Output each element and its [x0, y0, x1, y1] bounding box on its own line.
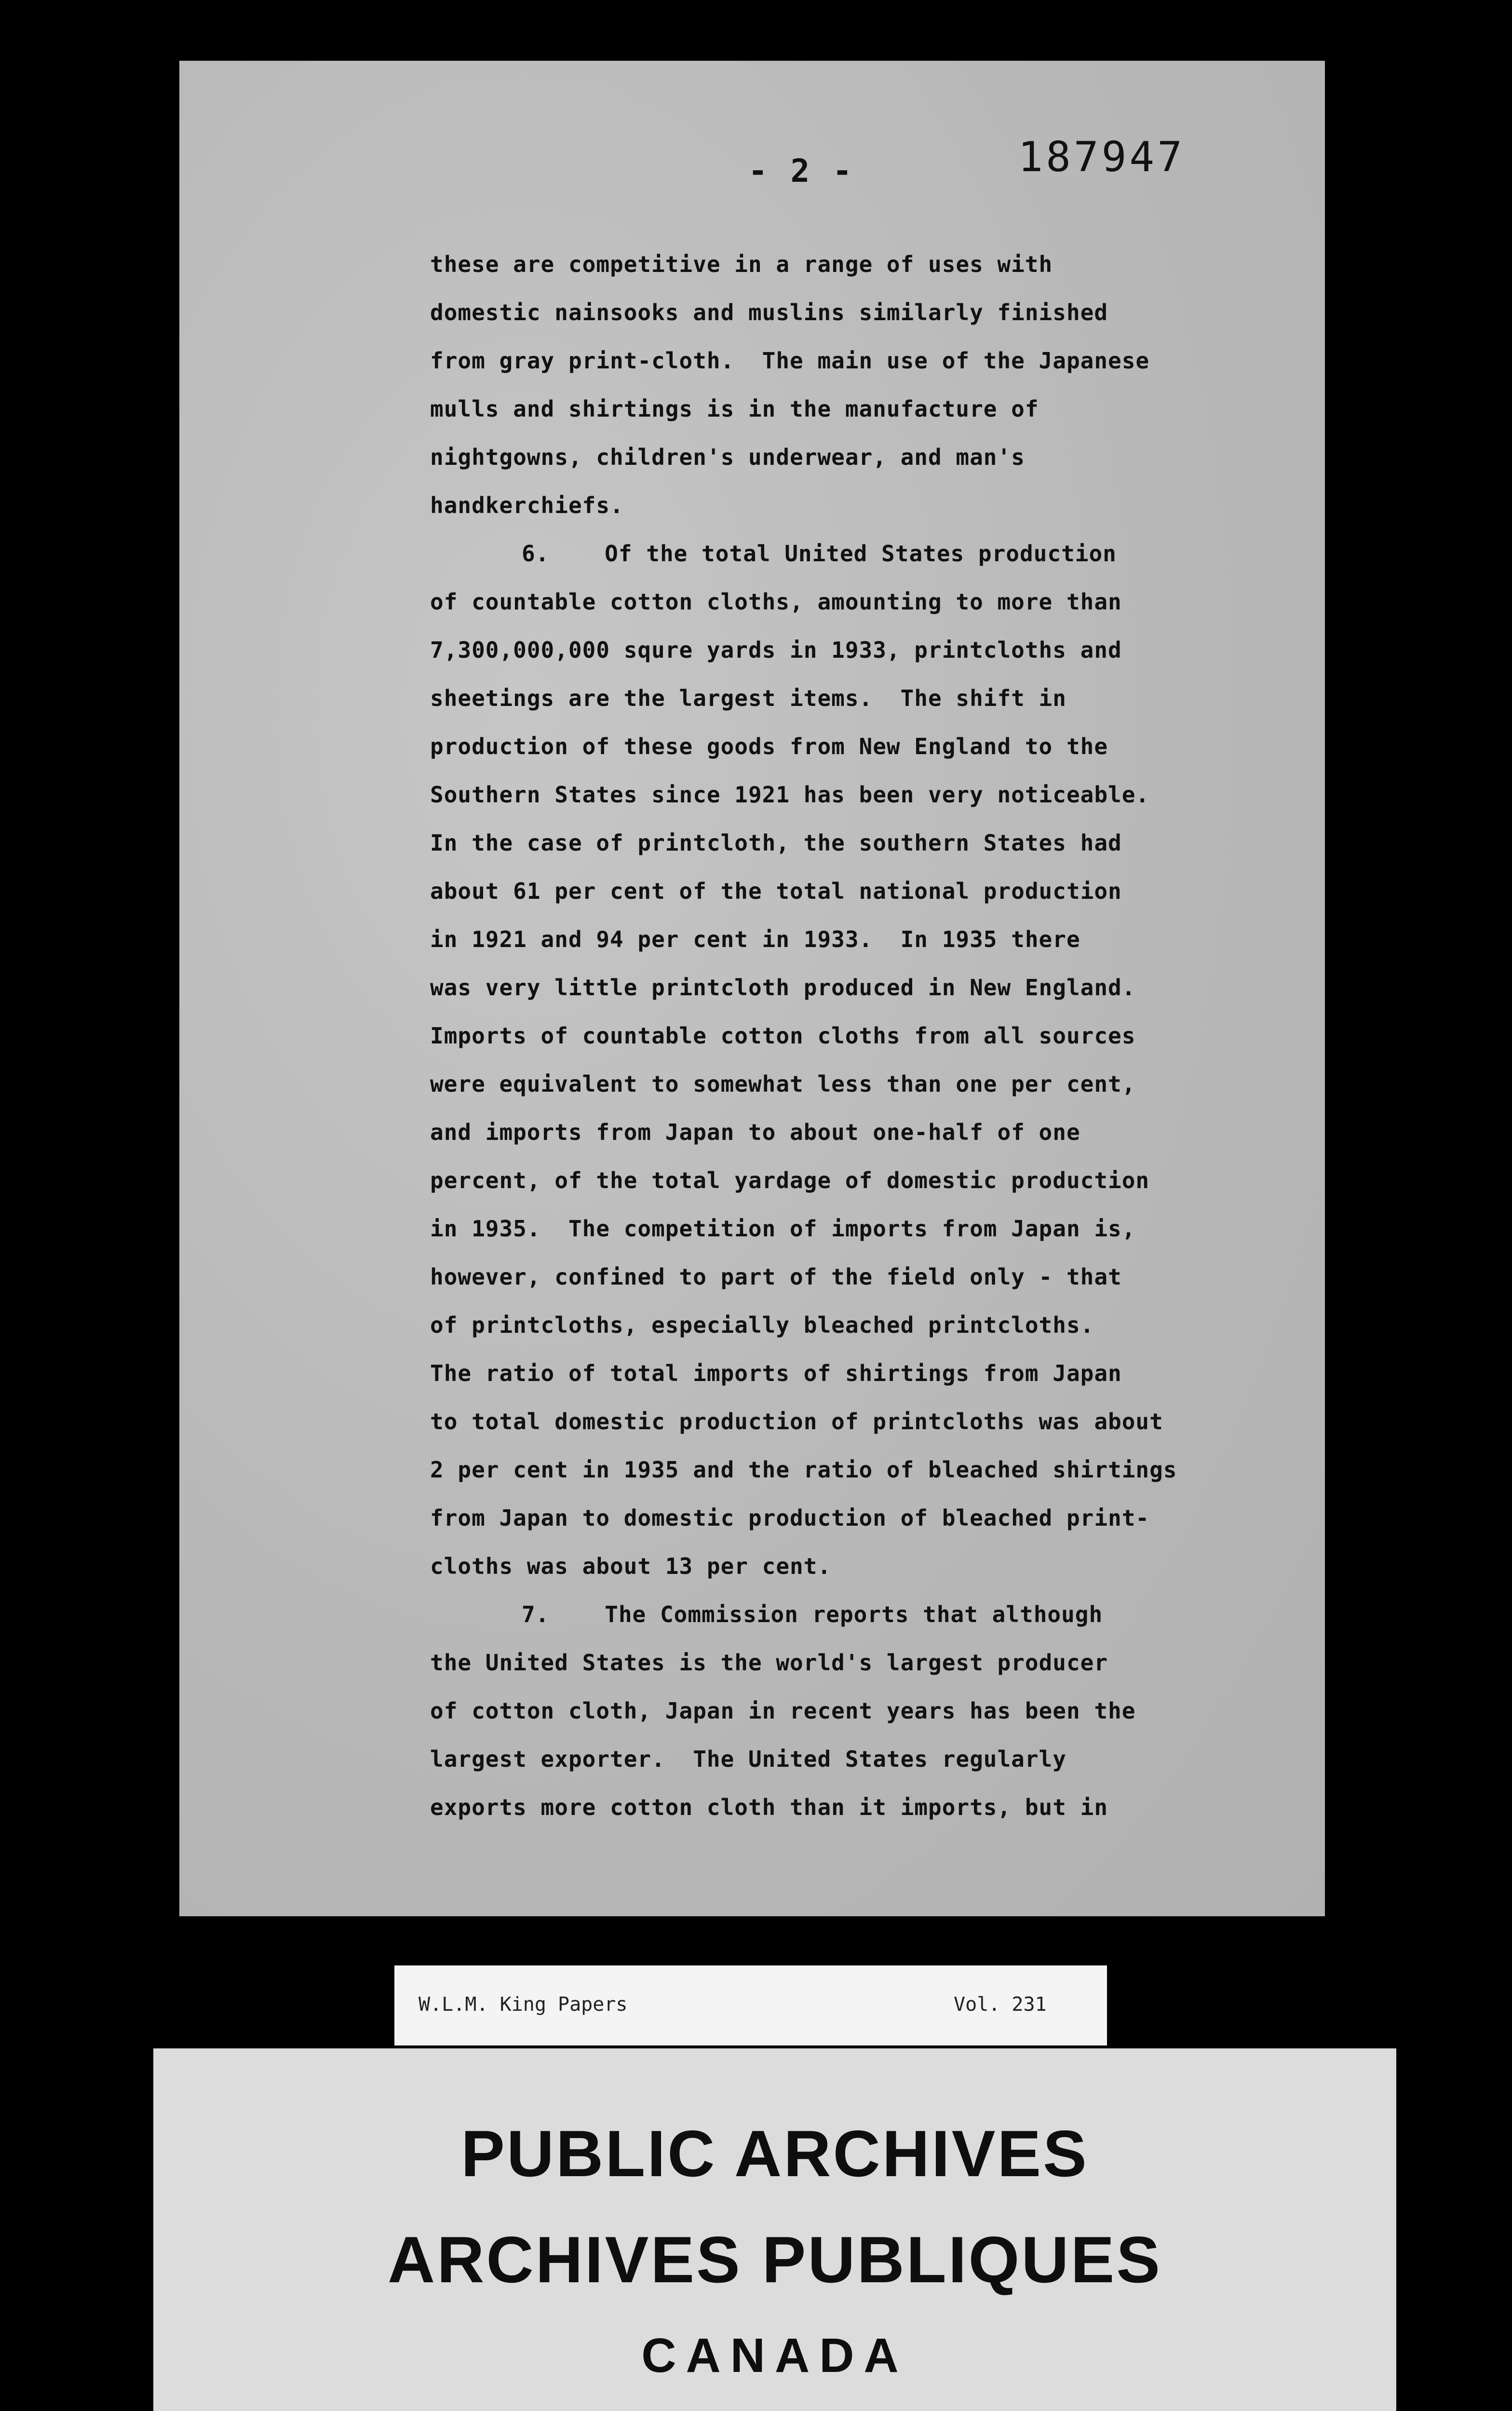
collection-name: W.L.M. King Papers	[418, 1993, 628, 2016]
text-line: were equivalent to somewhat less than one per cent,	[430, 1071, 1136, 1097]
text-line: was very little printcloth produced in New England.	[430, 975, 1136, 1001]
page-number: - 2 -	[748, 152, 854, 190]
text-line: domestic nainsooks and muslins similarly finished	[430, 299, 1108, 325]
volume-number: Vol. 231	[954, 1993, 1047, 2016]
text-line: of printcloths, especially bleached printcloths.	[430, 1312, 1094, 1338]
collection-label	[394, 1965, 1107, 2045]
text-line: in 1935. The competition of imports from Japan is,	[430, 1216, 1136, 1242]
text-line: 2 per cent in 1935 and the ratio of bleached shirtings	[430, 1457, 1177, 1483]
body-text	[430, 240, 1274, 1831]
text-line: from Japan to domestic production of bleached print-	[430, 1505, 1150, 1531]
text-line: these are competitive in a range of uses with	[430, 251, 1053, 277]
text-line: of cotton cloth, Japan in recent years has been the	[430, 1698, 1136, 1724]
text-line: 7,300,000,000 squre yards in 1933, printcloths and	[430, 637, 1122, 663]
text-line: however, confined to part of the field only - that	[430, 1264, 1122, 1290]
text-line: production of these goods from New England to the	[430, 733, 1108, 759]
archives-country: CANADA	[641, 2329, 908, 2383]
text-line: nightgowns, children's underwear, and man's	[430, 444, 1025, 470]
paragraph-7-start: 7. The Commission reports that although	[522, 1601, 1103, 1627]
text-line: In the case of printcloth, the southern States had	[430, 830, 1122, 856]
text-line: and imports from Japan to about one-half of one	[430, 1119, 1080, 1145]
text-line: the United States is the world's largest producer	[430, 1650, 1108, 1676]
archives-title-french: ARCHIVES PUBLIQUES	[388, 2223, 1162, 2296]
paragraph-6-start: 6. Of the total United States production	[522, 541, 1117, 567]
text-line: mulls and shirtings is in the manufacture of	[430, 396, 1039, 422]
text-line: about 61 per cent of the total national production	[430, 878, 1122, 904]
archives-title-english: PUBLIC ARCHIVES	[461, 2117, 1089, 2190]
text-line: percent, of the total yardage of domestic production	[430, 1167, 1150, 1193]
text-line: from gray print-cloth. The main use of the Japanese	[430, 348, 1150, 374]
text-line: Imports of countable cotton cloths from all sources	[430, 1023, 1136, 1049]
text-line: to total domestic production of printcloths was about	[430, 1409, 1163, 1435]
text-line: Southern States since 1921 has been very noticeable.	[430, 782, 1150, 808]
document-page	[179, 61, 1325, 1916]
text-line: of countable cotton cloths, amounting to more than	[430, 589, 1122, 615]
text-line: cloths was about 13 per cent.	[430, 1553, 832, 1579]
archives-card	[153, 2048, 1396, 2411]
text-line: sheetings are the largest items. The shift in	[430, 685, 1066, 711]
document-id-stamp: 187947	[1018, 133, 1185, 181]
text-line: The ratio of total imports of shirtings from Japan	[430, 1360, 1122, 1386]
text-line: in 1921 and 94 per cent in 1933. In 1935 there	[430, 926, 1080, 952]
text-line: largest exporter. The United States regularly	[430, 1746, 1066, 1772]
text-line: handkerchiefs.	[430, 492, 624, 518]
text-line: exports more cotton cloth than it imports, but in	[430, 1794, 1108, 1820]
